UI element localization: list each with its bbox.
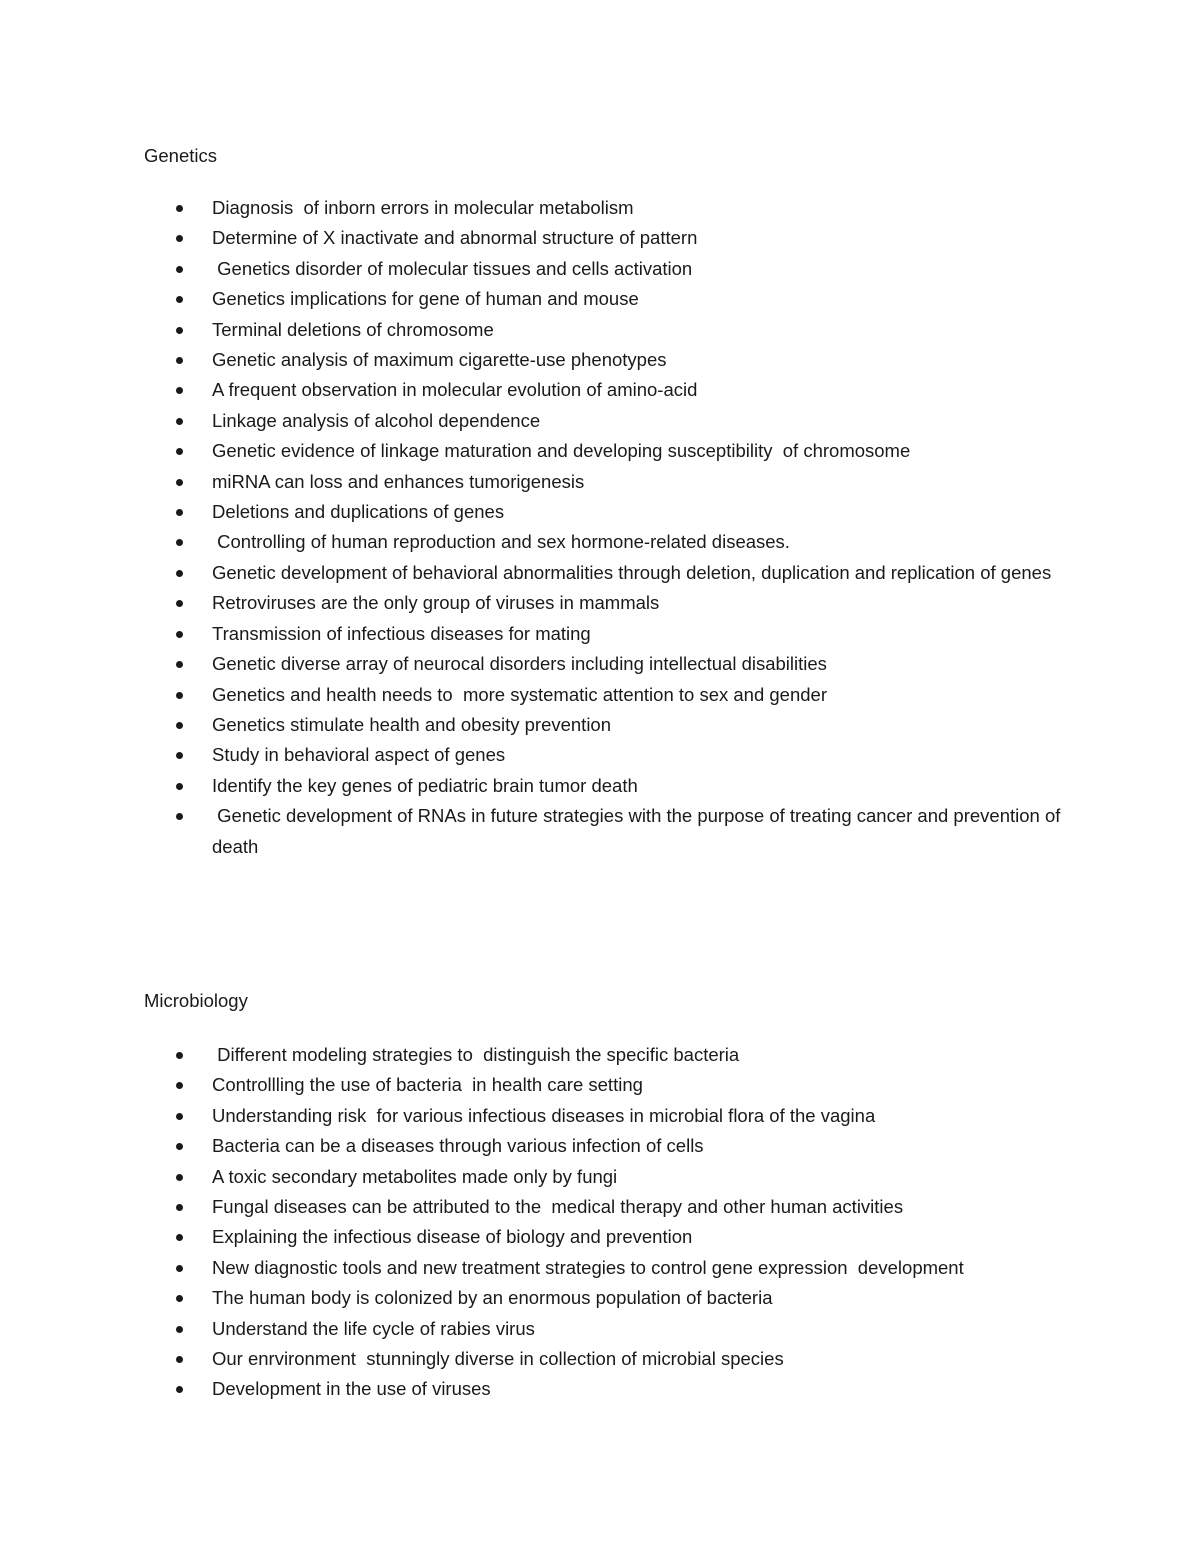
list-item (144, 254, 1064, 284)
bullet-list-microbiology (144, 1040, 1064, 1405)
section-heading-genetics: Genetics (144, 145, 218, 166)
list-item-text: Genetics implications for gene of human and mouse (212, 288, 639, 310)
list-item (144, 1314, 1064, 1344)
list-item-text: Genetic development of behavioral abnormalities through deletion, duplication and replication of genes (212, 561, 1052, 583)
list-item-text: Genetic development of RNAs in future strategies with the purpose of treating cancer and prevention of death (212, 805, 1066, 857)
list-item (144, 1283, 1064, 1313)
list-item-text: New diagnostic tools and new treatment strategies to control gene expression development (212, 1256, 964, 1278)
list-item (144, 527, 1064, 557)
bullet-icon (176, 813, 183, 820)
list-item-text: The human body is colonized by an enormous population of bacteria (212, 1287, 773, 1309)
list-item (144, 1040, 1064, 1070)
list-item (144, 771, 1064, 801)
bullet-icon (176, 1204, 183, 1211)
bullet-icon (176, 235, 183, 242)
list-item-text: Genetics disorder of molecular tissues and cells activation (212, 257, 693, 279)
bullet-icon (176, 357, 183, 364)
bullet-icon (176, 539, 183, 546)
list-item-text: Bacteria can be a diseases through various infection of cells (212, 1135, 704, 1157)
list-item (144, 436, 1064, 466)
list-item (144, 649, 1064, 679)
list-item-text: Study in behavioral aspect of genes (212, 744, 506, 766)
bullet-icon (176, 296, 183, 303)
list-item (144, 588, 1064, 618)
section-heading-microbiology: Microbiology (144, 990, 248, 1011)
list-item (144, 1192, 1064, 1222)
list-item-text: Transmission of infectious diseases for mating (212, 622, 591, 644)
list-item-text: Controlling of human reproduction and sex hormone-related diseases. (212, 531, 790, 553)
list-item-text: Understand the life cycle of rabies virus (212, 1317, 535, 1339)
bullet-icon (176, 205, 183, 212)
bullet-icon (176, 722, 183, 729)
bullet-icon (176, 448, 183, 455)
bullet-icon (176, 631, 183, 638)
list-item (144, 284, 1064, 314)
list-item-text: Deletions and duplications of genes (212, 501, 505, 523)
list-item (144, 223, 1064, 253)
list-item (144, 1374, 1064, 1404)
section-genetics (144, 143, 1064, 862)
bullet-icon (176, 1234, 183, 1241)
bullet-icon (176, 266, 183, 273)
bullet-icon (176, 1326, 183, 1333)
bullet-list-genetics (144, 193, 1064, 862)
bullet-icon (176, 692, 183, 699)
list-item (144, 740, 1064, 770)
list-item-text: miRNA can loss and enhances tumorigenesis (212, 470, 585, 492)
list-item (144, 497, 1064, 527)
list-item-text: Terminal deletions of chromosome (212, 318, 494, 340)
list-item-text: Genetics stimulate health and obesity prevention (212, 713, 612, 735)
bullet-icon (176, 1386, 183, 1393)
list-item-text: A frequent observation in molecular evolution of amino-acid (212, 379, 698, 401)
list-item (144, 345, 1064, 375)
bullet-icon (176, 783, 183, 790)
bullet-icon (176, 752, 183, 759)
list-item (144, 1222, 1064, 1252)
bullet-icon (176, 418, 183, 425)
list-item (144, 1253, 1064, 1283)
bullet-icon (176, 1143, 183, 1150)
bullet-icon (176, 1174, 183, 1181)
list-item-text: Genetic analysis of maximum cigarette-use phenotypes (212, 349, 667, 371)
list-item-text: Genetics and health needs to more systematic attention to sex and gender (212, 683, 827, 705)
bullet-icon (176, 1052, 183, 1059)
bullet-icon (176, 1295, 183, 1302)
list-item-text: Genetic evidence of linkage maturation and developing susceptibility of chromosome (212, 440, 911, 462)
bullet-icon (176, 387, 183, 394)
list-item-text: Linkage analysis of alcohol dependence (212, 409, 541, 431)
list-item-text: Understanding risk for various infectious diseases in microbial flora of the vagina (212, 1104, 876, 1126)
list-item (144, 1162, 1064, 1192)
bullet-icon (176, 1082, 183, 1089)
bullet-icon (176, 327, 183, 334)
list-item (144, 193, 1064, 223)
list-item (144, 375, 1064, 405)
list-item-text: Different modeling strategies to distinguish the specific bacteria (212, 1044, 740, 1065)
bullet-icon (176, 600, 183, 607)
list-item (144, 1101, 1064, 1131)
list-item-text: Identify the key genes of pediatric brain tumor death (212, 774, 638, 796)
bullet-icon (176, 570, 183, 577)
list-item (144, 406, 1064, 436)
list-item (144, 558, 1064, 588)
bullet-icon (176, 479, 183, 486)
bullet-icon (176, 1356, 183, 1363)
list-item-text: Our enrvironment stunningly diverse in collection of microbial species (212, 1348, 784, 1370)
list-item-text: Controllling the use of bacteria in health care setting (212, 1074, 643, 1096)
list-item (144, 315, 1064, 345)
list-item-text: Diagnosis of inborn errors in molecular metabolism (212, 197, 634, 218)
list-item (144, 1344, 1064, 1374)
list-item (144, 680, 1064, 710)
list-item (144, 1070, 1064, 1100)
list-item (144, 619, 1064, 649)
list-item (144, 1131, 1064, 1161)
list-item-text: Explaining the infectious disease of biology and prevention (212, 1226, 693, 1248)
list-item-text: Fungal diseases can be attributed to the medical therapy and other human activities (212, 1196, 904, 1218)
bullet-icon (176, 1265, 183, 1272)
bullet-icon (176, 661, 183, 668)
list-item-text: A toxic secondary metabolites made only by fungi (212, 1165, 618, 1187)
list-item (144, 801, 1064, 862)
bullet-icon (176, 509, 183, 516)
list-item-text: Genetic diverse array of neurocal disorders including intellectual disabilities (212, 653, 827, 675)
list-item (144, 467, 1064, 497)
section-microbiology (144, 988, 1064, 1405)
bullet-icon (176, 1113, 183, 1120)
list-item (144, 710, 1064, 740)
list-item-text: Development in the use of viruses (212, 1378, 491, 1400)
list-item-text: Determine of X inactivate and abnormal structure of pattern (212, 227, 698, 249)
list-item-text: Retroviruses are the only group of viruses in mammals (212, 592, 660, 614)
